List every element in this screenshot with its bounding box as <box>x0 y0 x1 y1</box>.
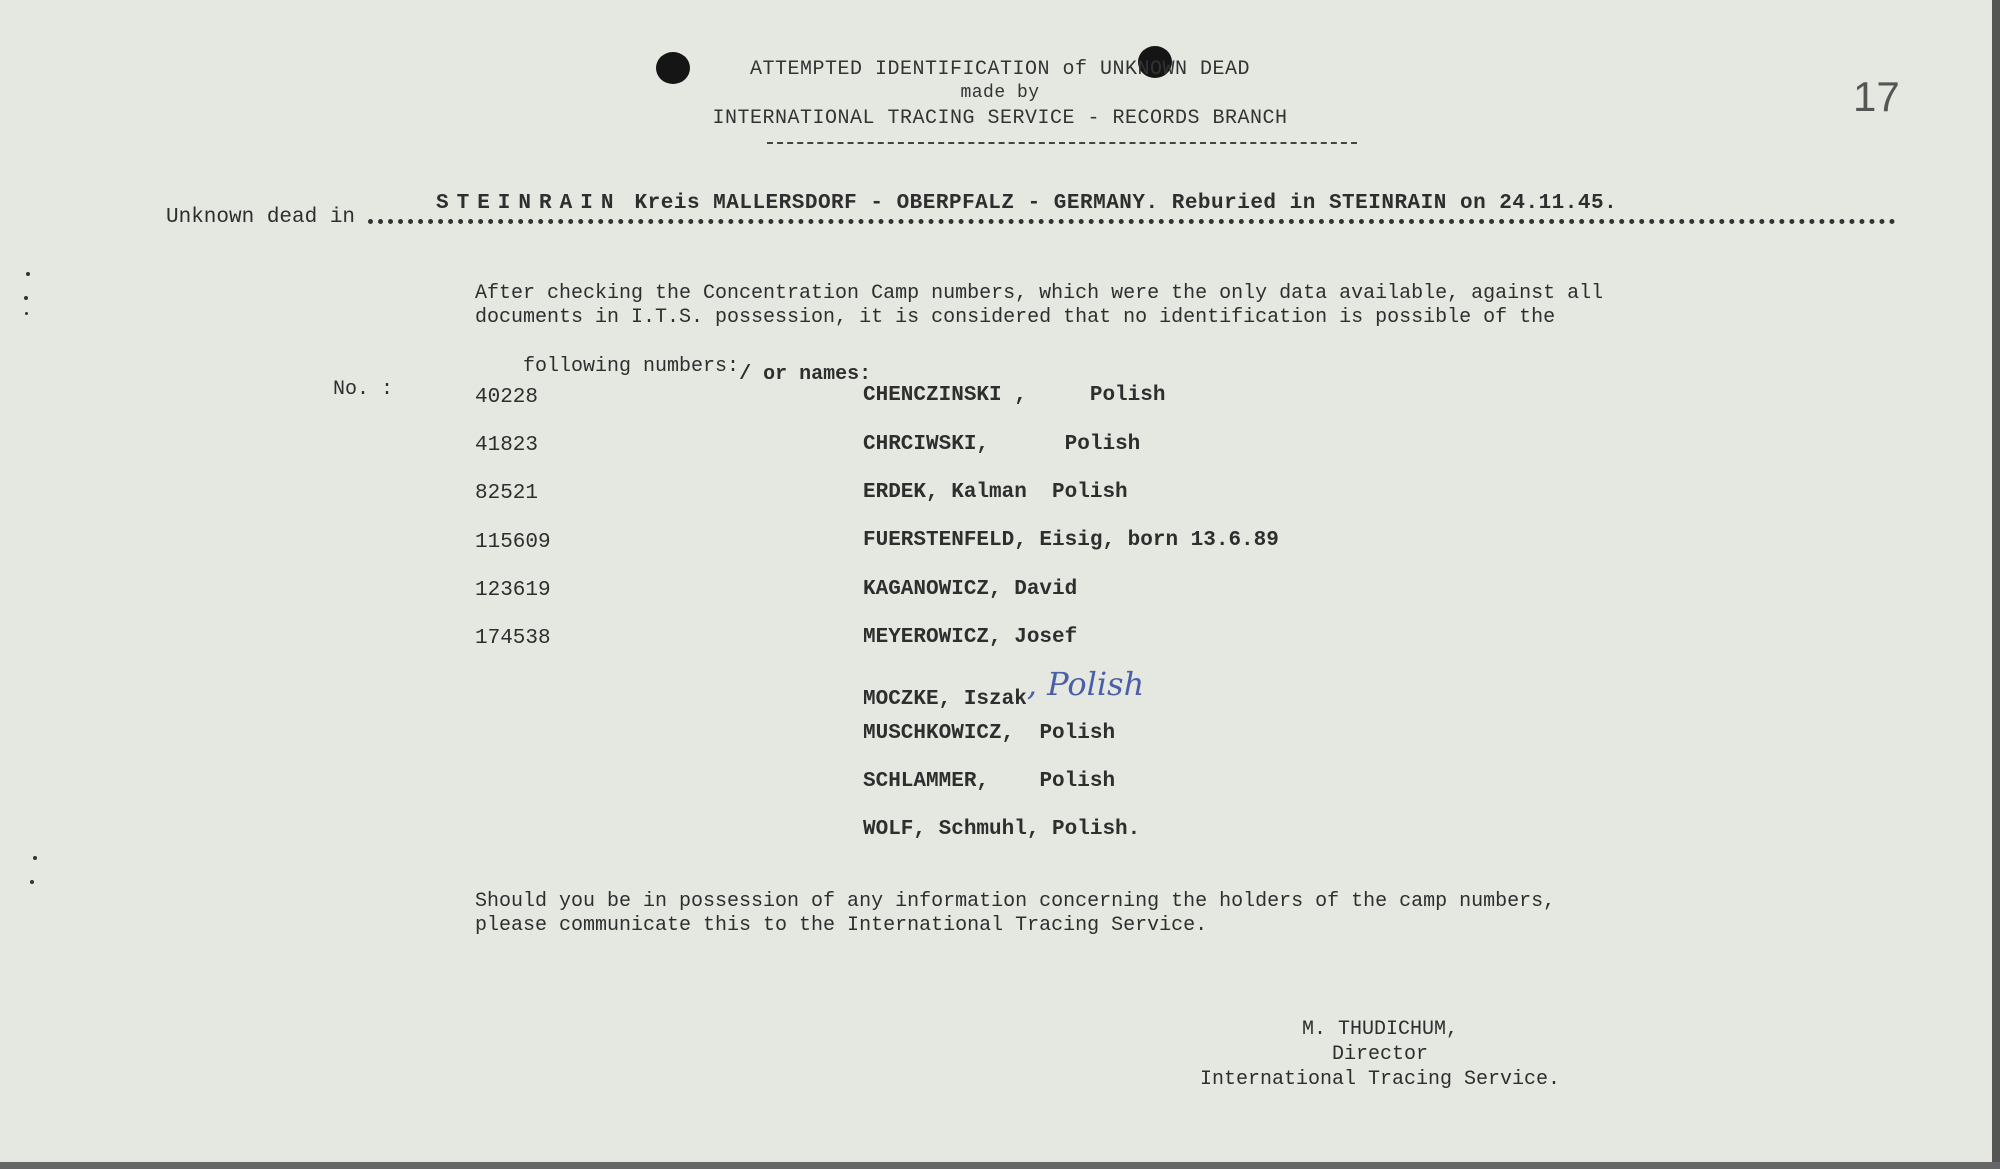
organization-line: INTERNATIONAL TRACING SERVICE - RECORDS BRANCH <box>712 107 1288 130</box>
document-title: ATTEMPTED IDENTIFICATION of UNKNOWN DEAD <box>749 58 1251 81</box>
intro-line-2: documents in I.T.S. possession, it is considered that no identification is possible of the <box>475 306 1556 329</box>
number-label: No. : <box>333 378 394 401</box>
entry-name: CHENCZINSKI , Polish <box>863 384 1166 407</box>
header-underline <box>767 142 1357 144</box>
intro-insert: / or names: <box>739 363 872 386</box>
entry-name: SCHLAMMER, Polish <box>863 770 1116 793</box>
closing-line-2: please communicate this to the International Tracing Service. <box>475 914 1208 937</box>
camp-number: 41823 <box>475 434 539 457</box>
camp-number: 115609 <box>475 531 551 554</box>
camp-number: 40228 <box>475 386 539 409</box>
intro-line-1: After checking the Concentration Camp numbers, which were the only data available, against all <box>475 282 1604 305</box>
entry-name: MEYEROWICZ, Josef <box>863 626 1078 649</box>
camp-number: 123619 <box>475 579 551 602</box>
entry-name: MOCZKE, Iszak, Polish <box>863 665 1145 711</box>
unknown-dead-label: Unknown dead in <box>166 206 356 229</box>
dotted-rule <box>368 219 1896 224</box>
margin-mark <box>30 880 34 884</box>
entry-name: MUSCHKOWICZ, Polish <box>863 722 1116 745</box>
entry-name: ERDEK, Kalman Polish <box>863 481 1128 504</box>
burial-location <box>436 192 1617 215</box>
camp-number: 174538 <box>475 627 551 650</box>
entry-name: WOLF, Schmuhl, Polish. <box>863 818 1141 841</box>
signature-org: International Tracing Service. <box>1199 1068 1561 1091</box>
scan-edge-right <box>1992 0 2000 1169</box>
made-by-line: made by <box>960 83 1040 103</box>
camp-number: 82521 <box>475 482 539 505</box>
entry-name: KAGANOWICZ, David <box>863 578 1078 601</box>
entry-name: CHRCIWSKI, Polish <box>863 433 1141 456</box>
handwritten-annotation: , Polish <box>1026 665 1145 703</box>
scan-edge-bottom <box>0 1162 2000 1169</box>
margin-mark <box>26 272 30 276</box>
margin-mark <box>33 856 37 860</box>
location-detail: Kreis MALLERSDORF - OBERPFALZ - GERMANY. Reburied in STEINRAIN on 24.11.45. <box>634 192 1618 215</box>
closing-line-1: Should you be in possession of any information concerning the holders of the camp numbers, <box>475 890 1556 913</box>
entry-name: FUERSTENFELD, Eisig, born 13.6.89 <box>863 529 1279 552</box>
margin-mark <box>25 312 28 315</box>
margin-mark <box>24 296 28 300</box>
page-number: 17 <box>1853 73 1900 120</box>
signature-name: M. THUDICHUM, <box>1301 1018 1459 1041</box>
town-name: STEINRAIN <box>436 192 622 215</box>
signature-title: Director <box>1331 1043 1428 1066</box>
intro-line-3-text: following numbers: <box>523 355 740 378</box>
